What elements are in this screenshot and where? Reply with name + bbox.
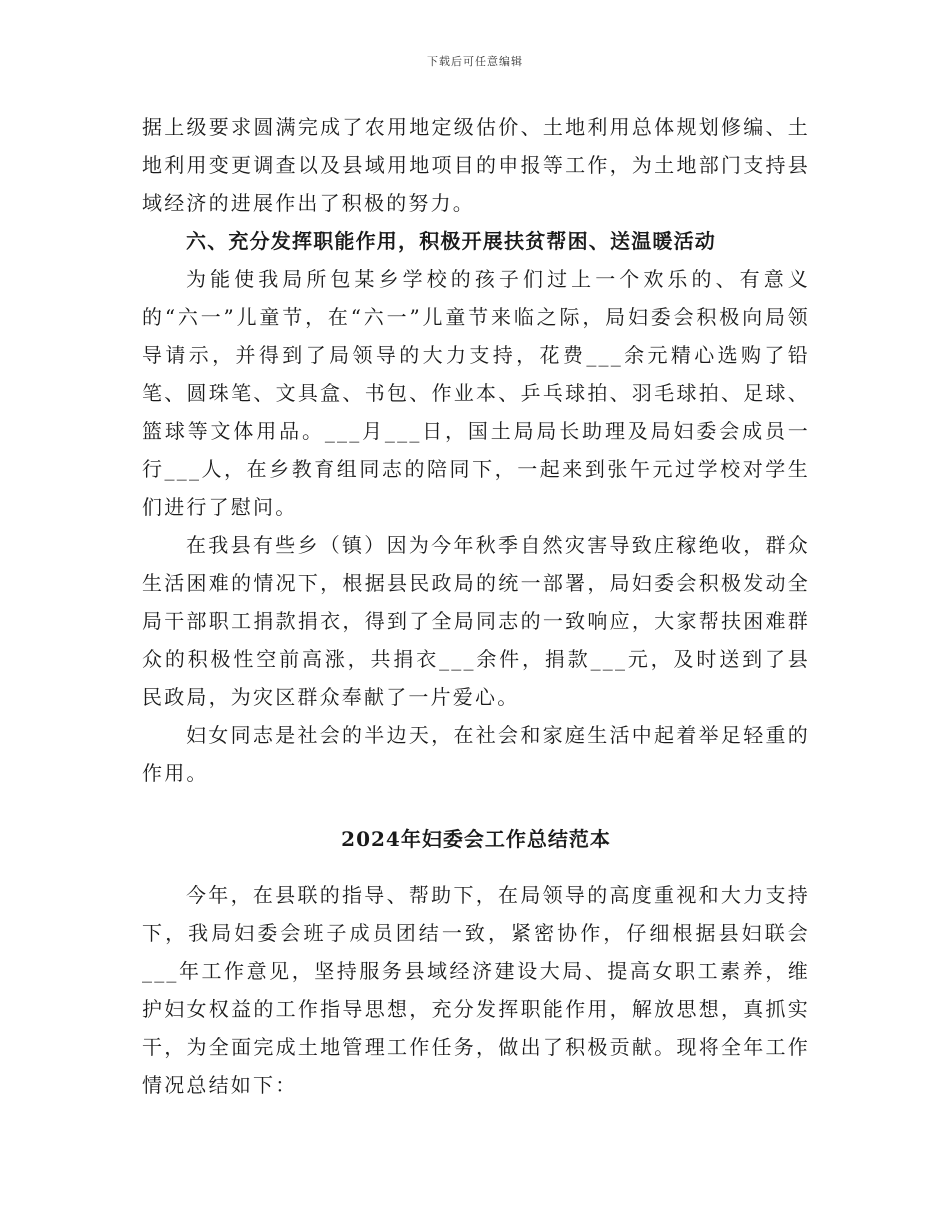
paragraph-disaster-relief: 在我县有些乡（镇）因为今年秋季自然灾害导致庄稼绝收，群众生活困难的情况下，根据县民政局的统一部署，局妇委会积极发动全局干部职工捐款捐衣，得到了全局同志的一致响应，大家帮扶困难群众的积极性空前高涨，共捐衣___余件，捐款___元，及时送到了县民政局，为灾区群众奉献了一片爱心。: [142, 533, 810, 709]
page-header: 下载后可任意编辑: [427, 55, 523, 68]
paragraph-women: 妇女同志是社会的半边天，在社会和家庭生活中起着举足轻重的作用。: [142, 723, 810, 785]
document-title: 2024年妇委会工作总结范本: [341, 827, 611, 851]
paragraph-continuation: 据上级要求圆满完成了农用地定级估价、土地利用总体规划修编、土地利用变更调查以及县域用地项目的申报等工作，为土地部门支持县域经济的进展作出了积极的努力。: [142, 115, 810, 215]
paragraph-childrens-day: 为能使我局所包某乡学校的孩子们过上一个欢乐的、有意义的“六一”儿童节，在“六一”儿童节来临之际，局妇委会积极向局领导请示，并得到了局领导的大力支持，花费___余元精心选购了铅笔、圆珠笔、文具盒、书包、作业本、乒乓球拍、羽毛球拍、足球、篮球等文体用品。___月___日，国土局局长助理及局妇委会成员一行___人，在乡教育组同志的陪同下，一起来到张午元过学校对学生们进行了慰问。: [142, 267, 810, 519]
document-body: [142, 108, 810, 1104]
section-heading: 六、充分发挥职能作用，积极开展扶贫帮困、送温暖活动: [186, 229, 716, 253]
paragraph-intro: 今年，在县联的指导、帮助下，在局领导的高度重视和大力支持下，我局妇委会班子成员团结一致，紧密协作，仔细根据县妇联会___年工作意见，坚持服务县域经济建设大局、提高女职工素养，维护妇女权益的工作指导思想，充分发挥职能作用，解放思想，真抓实干，为全面完成土地管理工作任务，做出了积极贡献。现将全年工作情况总结如下：: [142, 883, 810, 1097]
